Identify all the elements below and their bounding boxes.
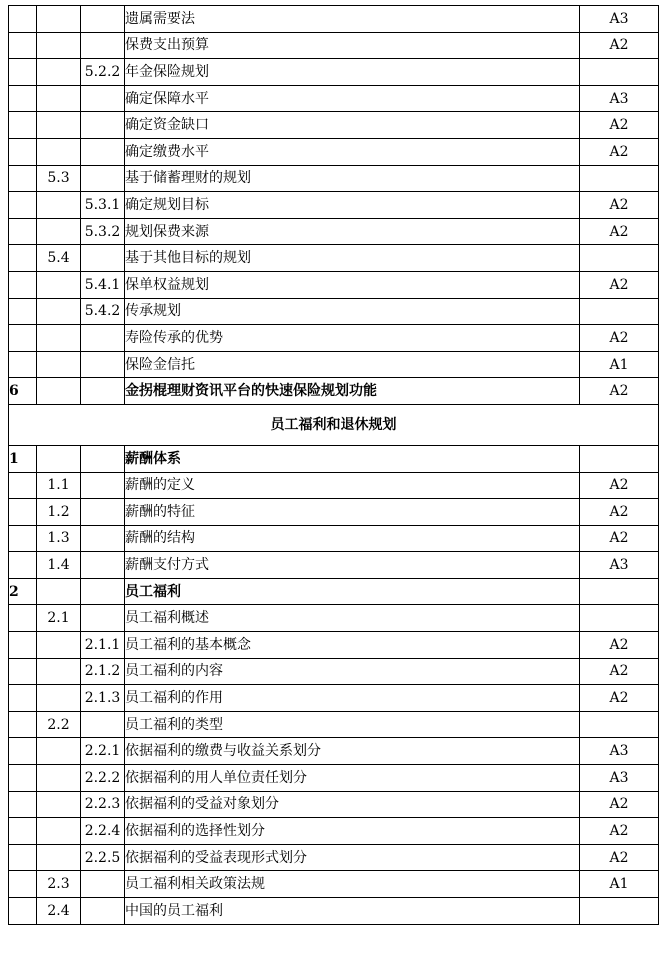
subsection-number-cell: 5.2.2 — [81, 59, 125, 86]
chapter-number-cell — [9, 552, 37, 579]
chapter-number-cell — [9, 298, 37, 325]
level-cell: A2 — [580, 192, 659, 219]
level-cell: A3 — [580, 6, 659, 33]
level-cell: A2 — [580, 791, 659, 818]
subsection-number-cell — [81, 138, 125, 165]
section-number-cell: 1.4 — [37, 552, 81, 579]
level-cell: A2 — [580, 325, 659, 352]
level-cell: A2 — [580, 658, 659, 685]
section-title: 员工福利和退休规划 — [9, 404, 659, 445]
topic-cell: 依据福利的缴费与收益关系划分 — [125, 738, 580, 765]
table-body-top — [9, 6, 659, 405]
level-cell: A1 — [580, 871, 659, 898]
chapter-number-cell — [9, 711, 37, 738]
level-cell: A2 — [580, 818, 659, 845]
subsection-number-cell: 5.3.2 — [81, 218, 125, 245]
section-number-cell — [37, 445, 81, 472]
subsection-number-cell — [81, 898, 125, 925]
section-number-cell — [37, 685, 81, 712]
topic-cell: 基于其他目标的规划 — [125, 245, 580, 272]
table-row — [9, 6, 659, 33]
level-cell: A2 — [580, 138, 659, 165]
topic-cell: 薪酬的结构 — [125, 525, 580, 552]
chapter-number-cell — [9, 325, 37, 352]
section-number-cell — [37, 6, 81, 33]
subsection-number-cell — [81, 552, 125, 579]
chapter-number-cell — [9, 658, 37, 685]
chapter-number-cell: 1 — [9, 445, 37, 472]
chapter-number-cell — [9, 472, 37, 499]
topic-cell: 基于储蓄理财的规划 — [125, 165, 580, 192]
topic-cell: 中国的员工福利 — [125, 898, 580, 925]
chapter-number-cell — [9, 245, 37, 272]
table-row — [9, 245, 659, 272]
topic-cell: 薪酬体系 — [125, 445, 580, 472]
section-number-cell: 1.3 — [37, 525, 81, 552]
level-cell: A3 — [580, 765, 659, 792]
subsection-number-cell: 2.2.1 — [81, 738, 125, 765]
topic-cell: 确定规划目标 — [125, 192, 580, 219]
topic-cell: 依据福利的用人单位责任划分 — [125, 765, 580, 792]
table-row — [9, 605, 659, 632]
subsection-number-cell: 2.1.1 — [81, 632, 125, 659]
table-body-bottom — [9, 445, 659, 924]
subsection-number-cell — [81, 112, 125, 139]
table-row — [9, 765, 659, 792]
chapter-number-cell — [9, 6, 37, 33]
table-row — [9, 85, 659, 112]
subsection-number-cell — [81, 472, 125, 499]
level-cell: A2 — [580, 525, 659, 552]
level-cell — [580, 245, 659, 272]
level-cell: A2 — [580, 32, 659, 59]
subsection-number-cell — [81, 445, 125, 472]
table-row — [9, 59, 659, 86]
subsection-number-cell: 2.2.5 — [81, 844, 125, 871]
chapter-number-cell — [9, 525, 37, 552]
table-row — [9, 138, 659, 165]
subsection-number-cell: 5.4.2 — [81, 298, 125, 325]
topic-cell: 员工福利的作用 — [125, 685, 580, 712]
chapter-number-cell — [9, 871, 37, 898]
level-cell — [580, 898, 659, 925]
section-number-cell: 2.1 — [37, 605, 81, 632]
subsection-number-cell — [81, 578, 125, 605]
level-cell: A2 — [580, 271, 659, 298]
chapter-number-cell — [9, 192, 37, 219]
chapter-number-cell — [9, 165, 37, 192]
subsection-number-cell: 2.2.2 — [81, 765, 125, 792]
topic-cell: 员工福利 — [125, 578, 580, 605]
level-cell — [580, 59, 659, 86]
section-number-cell: 1.1 — [37, 472, 81, 499]
subsection-number-cell — [81, 525, 125, 552]
table-row — [9, 711, 659, 738]
section-title-row — [9, 404, 659, 445]
level-cell: A2 — [580, 378, 659, 405]
level-cell: A3 — [580, 552, 659, 579]
subsection-number-cell — [81, 711, 125, 738]
level-cell: A2 — [580, 499, 659, 526]
table-row — [9, 271, 659, 298]
subsection-number-cell: 2.2.4 — [81, 818, 125, 845]
subsection-number-cell — [81, 245, 125, 272]
table-row — [9, 898, 659, 925]
table-row — [9, 192, 659, 219]
subsection-number-cell — [81, 605, 125, 632]
table-row — [9, 818, 659, 845]
table-row — [9, 844, 659, 871]
topic-cell: 确定缴费水平 — [125, 138, 580, 165]
subsection-number-cell: 2.2.3 — [81, 791, 125, 818]
chapter-number-cell — [9, 499, 37, 526]
section-number-cell: 1.2 — [37, 499, 81, 526]
level-cell: A2 — [580, 472, 659, 499]
table-row — [9, 658, 659, 685]
subsection-number-cell — [81, 32, 125, 59]
table-row — [9, 378, 659, 405]
section-number-cell — [37, 112, 81, 139]
topic-cell: 依据福利的受益表现形式划分 — [125, 844, 580, 871]
section-number-cell: 5.3 — [37, 165, 81, 192]
subsection-number-cell — [81, 165, 125, 192]
section-number-cell — [37, 32, 81, 59]
chapter-number-cell — [9, 271, 37, 298]
topic-cell: 薪酬支付方式 — [125, 552, 580, 579]
level-cell — [580, 605, 659, 632]
chapter-number-cell: 2 — [9, 578, 37, 605]
section-header — [9, 404, 659, 445]
topic-cell: 员工福利的基本概念 — [125, 632, 580, 659]
section-number-cell: 5.4 — [37, 245, 81, 272]
topic-cell: 寿险传承的优势 — [125, 325, 580, 352]
chapter-number-cell — [9, 351, 37, 378]
subsection-number-cell — [81, 6, 125, 33]
level-cell: A3 — [580, 85, 659, 112]
level-cell — [580, 165, 659, 192]
subsection-number-cell — [81, 378, 125, 405]
topic-cell: 依据福利的受益对象划分 — [125, 791, 580, 818]
chapter-number-cell — [9, 138, 37, 165]
chapter-number-cell: 6 — [9, 378, 37, 405]
chapter-number-cell — [9, 218, 37, 245]
section-number-cell — [37, 298, 81, 325]
topic-cell: 保费支出预算 — [125, 32, 580, 59]
section-number-cell — [37, 844, 81, 871]
table-row — [9, 552, 659, 579]
section-number-cell — [37, 738, 81, 765]
level-cell — [580, 298, 659, 325]
section-number-cell — [37, 271, 81, 298]
level-cell: A2 — [580, 632, 659, 659]
chapter-number-cell — [9, 85, 37, 112]
section-number-cell — [37, 192, 81, 219]
chapter-number-cell — [9, 632, 37, 659]
table-row — [9, 445, 659, 472]
topic-cell: 员工福利概述 — [125, 605, 580, 632]
section-number-cell — [37, 59, 81, 86]
chapter-number-cell — [9, 605, 37, 632]
table-row — [9, 298, 659, 325]
chapter-number-cell — [9, 818, 37, 845]
chapter-number-cell — [9, 898, 37, 925]
table-row — [9, 525, 659, 552]
subsection-number-cell — [81, 325, 125, 352]
table-row — [9, 325, 659, 352]
topic-cell: 薪酬的特征 — [125, 499, 580, 526]
topic-cell: 确定保障水平 — [125, 85, 580, 112]
chapter-number-cell — [9, 32, 37, 59]
chapter-number-cell — [9, 791, 37, 818]
level-cell: A2 — [580, 685, 659, 712]
section-number-cell — [37, 351, 81, 378]
chapter-number-cell — [9, 112, 37, 139]
table-row — [9, 499, 659, 526]
topic-cell: 员工福利相关政策法规 — [125, 871, 580, 898]
chapter-number-cell — [9, 59, 37, 86]
subsection-number-cell — [81, 499, 125, 526]
subsection-number-cell — [81, 351, 125, 378]
topic-cell: 确定资金缺口 — [125, 112, 580, 139]
topic-cell: 遗属需要法 — [125, 6, 580, 33]
level-cell — [580, 578, 659, 605]
table-row — [9, 351, 659, 378]
section-number-cell — [37, 378, 81, 405]
section-number-cell — [37, 85, 81, 112]
subsection-number-cell: 2.1.2 — [81, 658, 125, 685]
chapter-number-cell — [9, 765, 37, 792]
table-row — [9, 685, 659, 712]
topic-cell: 薪酬的定义 — [125, 472, 580, 499]
section-number-cell: 2.3 — [37, 871, 81, 898]
section-number-cell — [37, 818, 81, 845]
table-row — [9, 32, 659, 59]
section-number-cell — [37, 632, 81, 659]
topic-cell: 依据福利的选择性划分 — [125, 818, 580, 845]
level-cell: A3 — [580, 738, 659, 765]
chapter-number-cell — [9, 844, 37, 871]
chapter-number-cell — [9, 738, 37, 765]
level-cell: A2 — [580, 112, 659, 139]
topic-cell: 保险金信托 — [125, 351, 580, 378]
subsection-number-cell: 2.1.3 — [81, 685, 125, 712]
table-row — [9, 738, 659, 765]
section-number-cell — [37, 218, 81, 245]
topic-cell: 年金保险规划 — [125, 59, 580, 86]
topic-cell: 金拐棍理财资讯平台的快速保险规划功能 — [125, 378, 580, 405]
section-number-cell — [37, 325, 81, 352]
table-row — [9, 218, 659, 245]
table-row — [9, 632, 659, 659]
section-number-cell — [37, 578, 81, 605]
section-number-cell — [37, 658, 81, 685]
level-cell: A2 — [580, 218, 659, 245]
level-cell — [580, 445, 659, 472]
subsection-number-cell: 5.4.1 — [81, 271, 125, 298]
chapter-number-cell — [9, 685, 37, 712]
table-row — [9, 165, 659, 192]
topic-cell: 规划保费来源 — [125, 218, 580, 245]
table-row — [9, 112, 659, 139]
table-row — [9, 578, 659, 605]
topic-cell: 员工福利的内容 — [125, 658, 580, 685]
level-cell: A2 — [580, 844, 659, 871]
topic-cell: 员工福利的类型 — [125, 711, 580, 738]
level-cell — [580, 711, 659, 738]
level-cell: A1 — [580, 351, 659, 378]
subsection-number-cell: 5.3.1 — [81, 192, 125, 219]
table-row — [9, 791, 659, 818]
section-number-cell — [37, 138, 81, 165]
topic-cell: 传承规划 — [125, 298, 580, 325]
subsection-number-cell — [81, 85, 125, 112]
section-number-cell — [37, 765, 81, 792]
section-number-cell — [37, 791, 81, 818]
topic-cell: 保单权益规划 — [125, 271, 580, 298]
table-row — [9, 871, 659, 898]
section-number-cell: 2.4 — [37, 898, 81, 925]
subsection-number-cell — [81, 871, 125, 898]
table-row — [9, 472, 659, 499]
section-number-cell: 2.2 — [37, 711, 81, 738]
syllabus-table — [8, 5, 659, 925]
